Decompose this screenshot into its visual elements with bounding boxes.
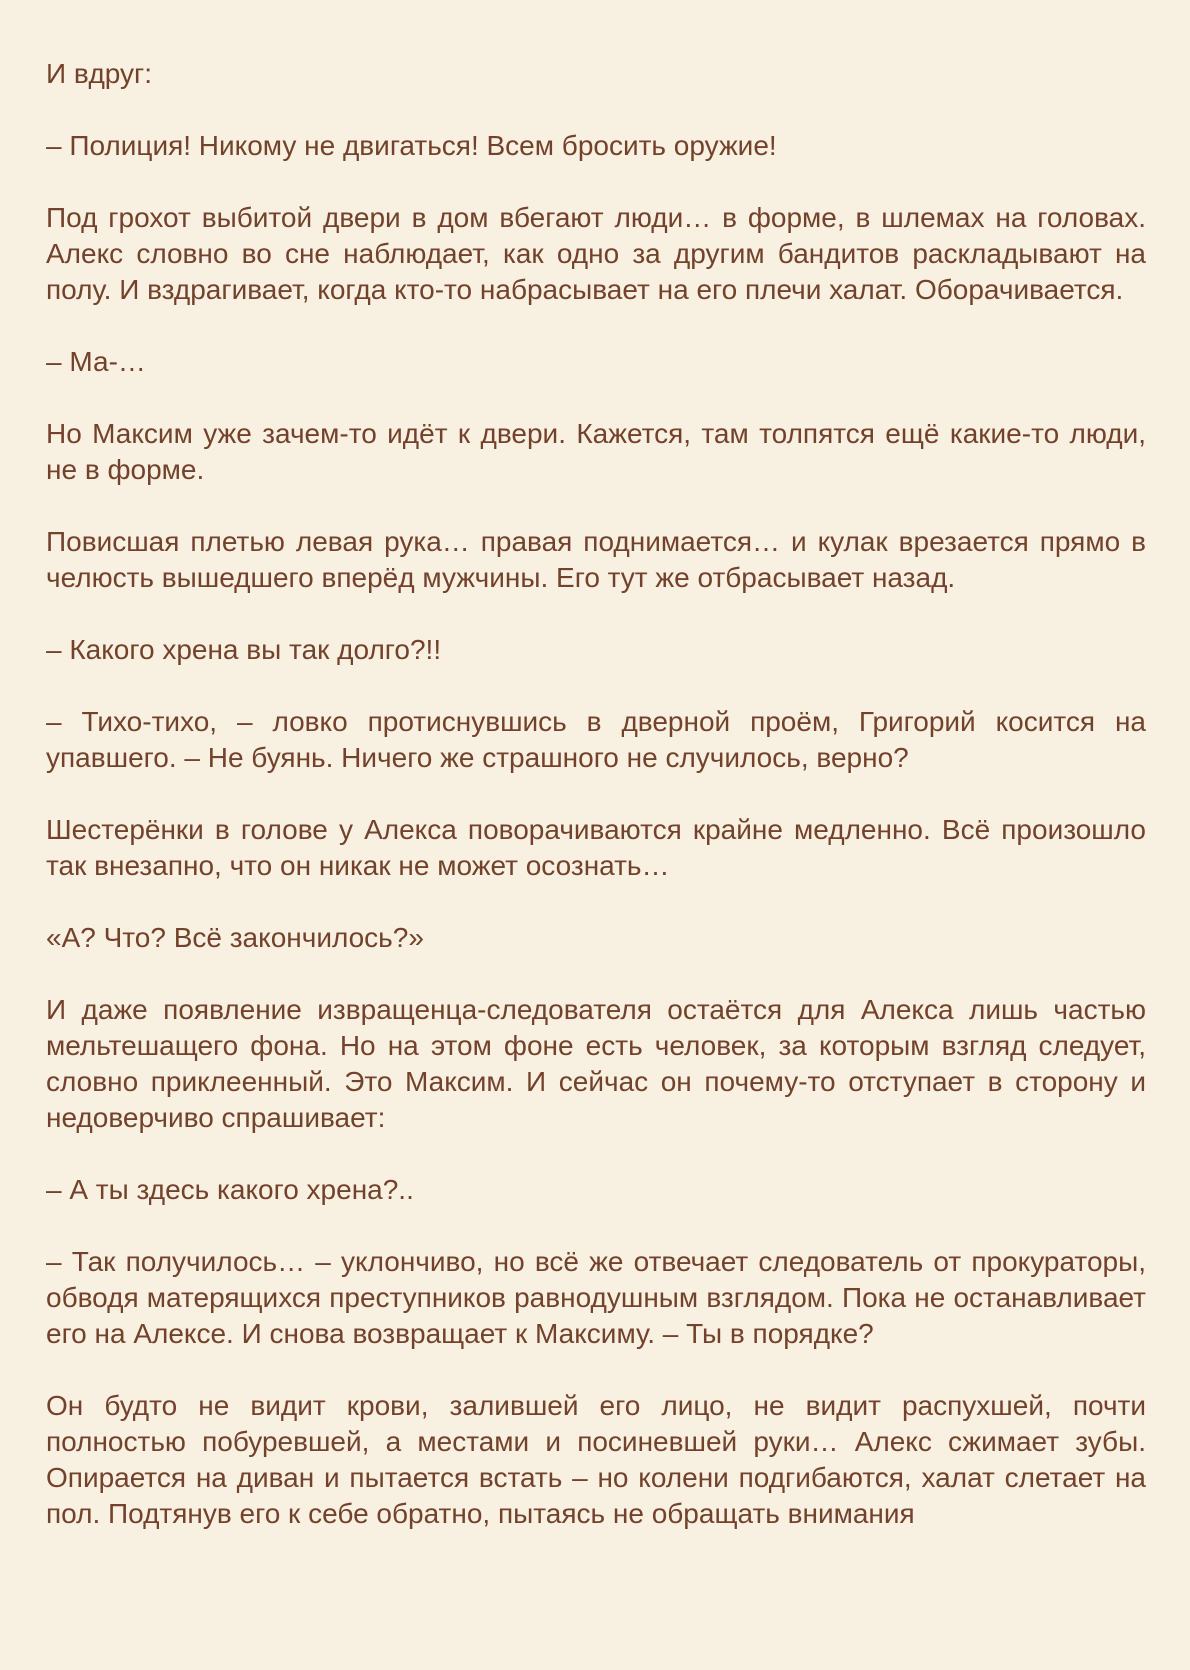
paragraph: «А? Что? Всё закончилось?» — [46, 922, 424, 953]
paragraph: – А ты здесь какого хрена?.. — [46, 1174, 414, 1205]
text-column — [46, 56, 1146, 1532]
paragraph: И вдруг: — [46, 58, 153, 89]
paragraph: – Полиция! Никому не двигаться! Всем бросить оружие! — [46, 130, 777, 161]
paragraph: И даже появление извращенца-следователя остаётся для Алекса лишь частью мельтешащего фона. Но на этом фоне есть человек, за которым взгляд следует, словно приклеенный. Это Максим. И сейчас он почему-то отступает в сторону и недоверчиво спрашивает: — [46, 994, 1146, 1133]
paragraph: Повисшая плетью левая рука… правая поднимается… и кулак врезается прямо в челюсть вышедшего вперёд мужчины. Его тут же отбрасывает назад. — [46, 526, 1146, 593]
paragraph: Шестерёнки в голове у Алекса поворачиваются крайне медленно. Всё произошло так внезапно, что он никак не может осознать… — [46, 814, 1146, 881]
paragraph: Под грохот выбитой двери в дом вбегают люди… в форме, в шлемах на головах. Алекс словно во сне наблюдает, как одно за другим бандитов раскладывают на полу. И вздрагивает, когда кто-то набрасывает на его плечи халат. Оборачивается. — [46, 202, 1146, 305]
paragraph: Но Максим уже зачем-то идёт к двери. Кажется, там толпятся ещё какие-то люди, не в форме. — [46, 418, 1146, 485]
paragraph: – Тихо-тихо, – ловко протиснувшись в дверной проём, Григорий косится на упавшего. – Не буянь. Ничего же страшного не случилось, верно? — [46, 706, 1146, 773]
paragraph: – Какого хрена вы так долго?!! — [46, 634, 442, 665]
paragraph: Он будто не видит крови, залившей его лицо, не видит распухшей, почти полностью побуревшей, а местами и посиневшей руки… Алекс сжимает зубы. Опирается на диван и пытается встать – но колени подгибаются, халат слетает на пол. Подтянув его к себе обратно, пытаясь не обращать внимания — [46, 1390, 1146, 1529]
paragraph: – Ма-… — [46, 346, 146, 377]
paragraph: – Так получилось… – уклончиво, но всё же отвечает следователь от прокураторы, обводя матерящихся преступников равнодушным взглядом. Пока не останавливает его на Алексе. И снова возвращает к Максиму. – Ты в порядке? — [46, 1246, 1146, 1349]
